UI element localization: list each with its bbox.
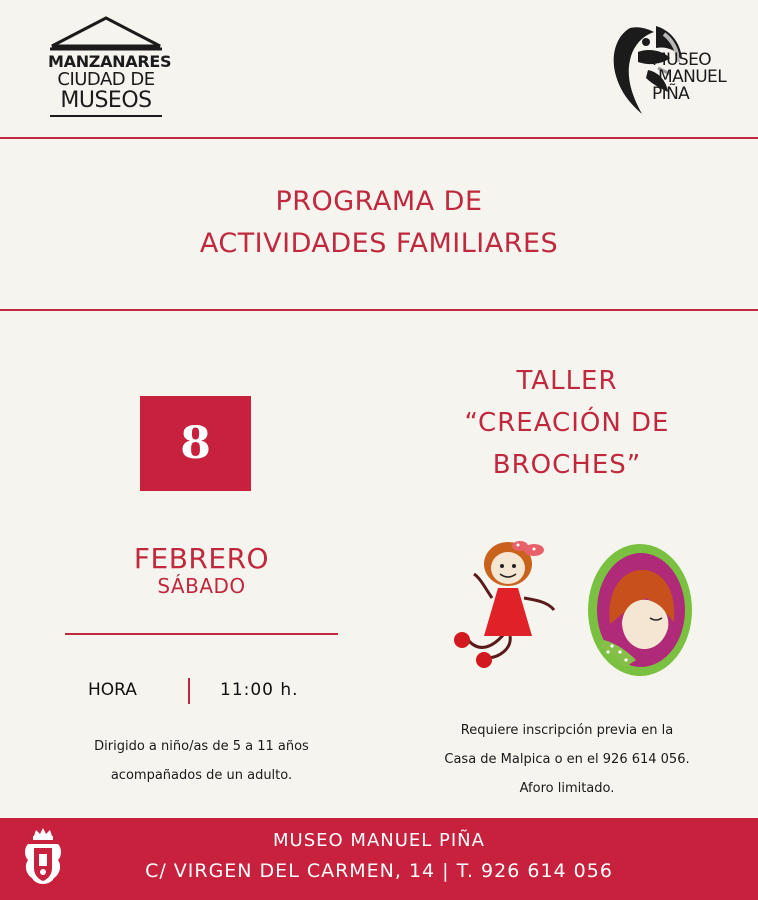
logo-line-pina: PIÑA: [652, 84, 690, 104]
workshop-line1: TALLER: [516, 366, 618, 396]
registration-line3: Aforo limitado.: [519, 781, 615, 796]
audience-line1: Dirigido a niño/as de 5 a 11 años: [94, 739, 309, 754]
weekday-label: SÁBADO: [157, 574, 246, 598]
workshop-title: [400, 360, 734, 486]
logo-baseline: [50, 115, 162, 117]
program-title-line2: ACTIVIDADES FAMILIARES: [199, 228, 559, 259]
logo-line-manzanares: MANZANARES: [48, 52, 172, 71]
oval-girl-brooch-image: [584, 540, 696, 680]
footer-museum-name: MUSEO MANUEL PIÑA: [273, 830, 485, 851]
museo-manuel-pina-logo: [608, 22, 740, 120]
logo-line-ciudad-de: CIUDAD DE: [57, 69, 155, 90]
header-divider: [0, 137, 758, 139]
doll-brooch-image: [440, 536, 568, 676]
audience-line2: acompañados de un adulto.: [110, 768, 293, 783]
program-title-line1: PROGRAMA DE: [275, 186, 483, 217]
date-divider: [65, 633, 338, 635]
hora-label: HORA: [88, 680, 137, 700]
manzanares-ciudad-de-museos-logo: [48, 16, 172, 120]
footer-bar: [0, 818, 758, 900]
audience-text: [40, 732, 363, 790]
workshop-line2: “CREACIÓN DE: [464, 408, 670, 438]
hora-value: 11:00 h.: [220, 680, 299, 700]
registration-text: [400, 716, 734, 803]
registration-line2: Casa de Malpica o en el 926 614 056.: [444, 752, 690, 767]
footer-address-phone: C/ VIRGEN DEL CARMEN, 14 | T. 926 614 056: [145, 860, 613, 882]
logo-line-manuel: MANUEL: [658, 67, 727, 87]
museum-building-icon: [48, 16, 164, 52]
logo-line-museo: MUSEO: [652, 50, 712, 70]
registration-line1: Requiere inscripción previa en la: [460, 723, 674, 738]
workshop-line3: BROCHES”: [492, 450, 642, 480]
day-number-box: [140, 396, 251, 491]
hora-separator: [188, 678, 190, 704]
title-divider: [0, 309, 758, 311]
month-label: FEBRERO: [133, 542, 270, 575]
logo-line-museos: MUSEOS: [60, 88, 152, 113]
day-number: 8: [180, 418, 211, 469]
